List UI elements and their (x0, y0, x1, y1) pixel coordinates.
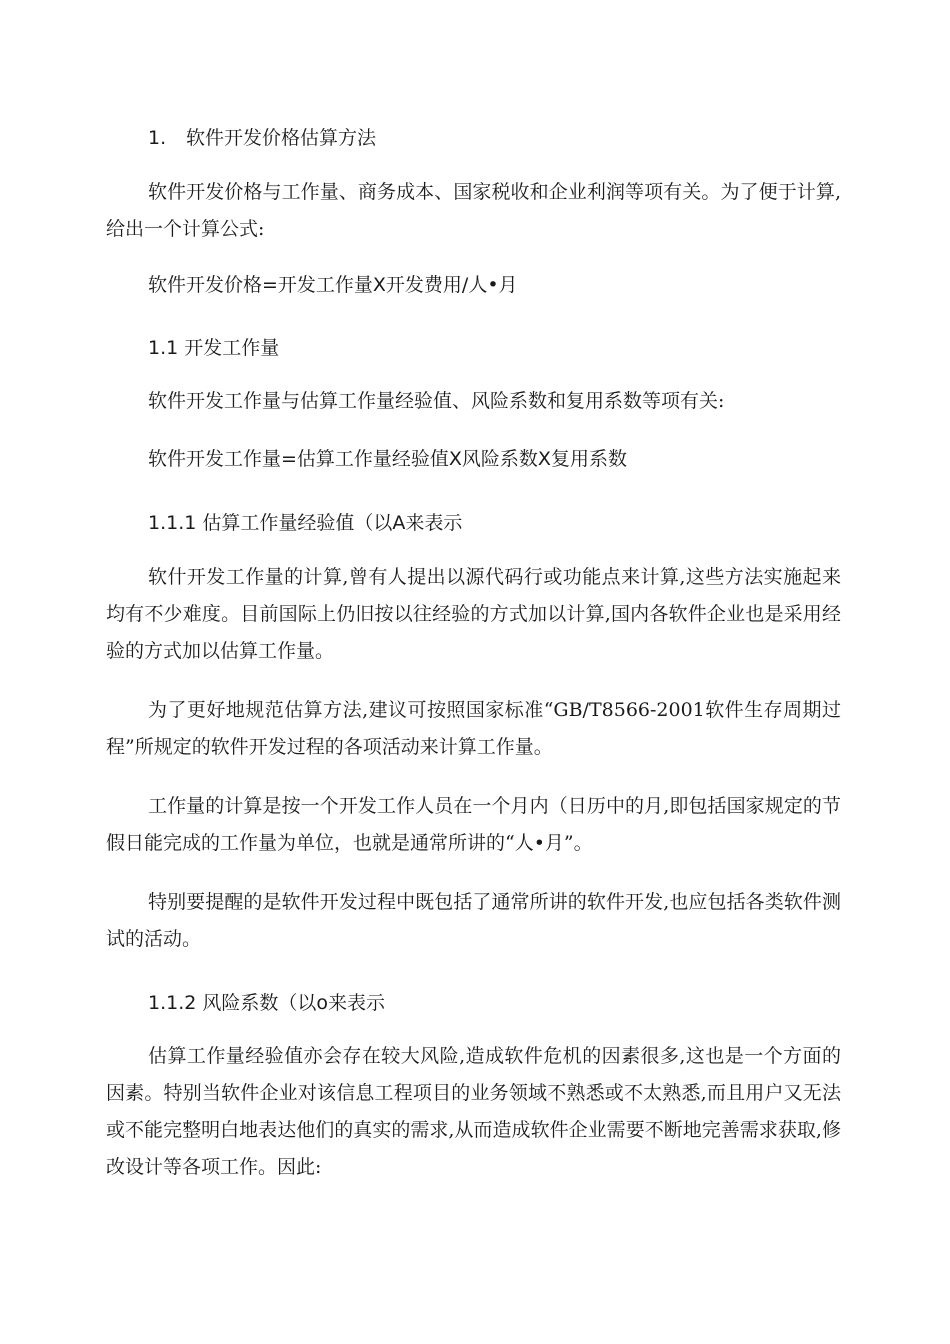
section-number: 1. (148, 127, 167, 149)
section-heading-1-1-2 (148, 985, 883, 1022)
section-title: 风险系数（以o来表示 (202, 992, 386, 1014)
paragraph: 软什开发工作量的计算,曾有人提出以源代码行或功能点来计算,这些方法实施起来均有不少难度。目前国际上仍旧按以往经验的方式加以计算,国内各软件企业也是采用经验的方式加以估算工作量。 (106, 566, 841, 662)
paragraph: 软件开发价格与工作量、商务成本、国家税收和企业利润等项有关。为了便于计算,给出一个计算公式: (106, 181, 841, 240)
section-number: 1.1.2 (148, 992, 197, 1014)
section-number: 1.1 (148, 337, 179, 359)
paragraph: 特别要提醒的是软件开发过程中既包括了通常所讲的软件开发,也应包括各类软件测试的活动。 (106, 891, 841, 950)
section-title: 软件开发价格估算方法 (186, 127, 377, 149)
section-heading-1-1 (148, 330, 883, 367)
formula-line: 软件开发工作量=估算工作量经验值X风险系数X复用系数 (148, 448, 627, 470)
paragraph: 工作量的计算是按一个开发工作人员在一个月内（日历中的月,即包括国家规定的节假日能完成的工作量为单位，也就是通常所讲的“人•月”。 (106, 795, 841, 854)
section-title: 估算工作量经验值（以A来表示 (202, 512, 463, 534)
formula-line: 软件开发价格=开发工作量X开发费用/人•月 (148, 274, 518, 296)
section-number: 1.1.1 (148, 512, 197, 534)
paragraph: 估算工作量经验值亦会存在较大风险,造成软件危机的因素很多,这也是一个方面的因素。特别当软件企业对该信息工程项目的业务领域不熟悉或不太熟悉,而且用户又无法或不能完整明白地表达他们的真实的需求,从而造成软件企业需要不断地完善需求获取,修改设计等各项工作。因此: (106, 1045, 841, 1178)
section-heading-1 (148, 120, 883, 157)
section-title: 开发工作量 (184, 337, 280, 359)
paragraph: 为了更好地规范估算方法,建议可按照国家标准“GB/T8566-2001软件生存周期过程”所规定的软件开发过程的各项活动来计算工作量。 (106, 699, 841, 758)
paragraph: 软件开发工作量与估算工作量经验值、风险系数和复用系数等项有关: (148, 390, 725, 412)
section-heading-1-1-1 (148, 505, 883, 542)
